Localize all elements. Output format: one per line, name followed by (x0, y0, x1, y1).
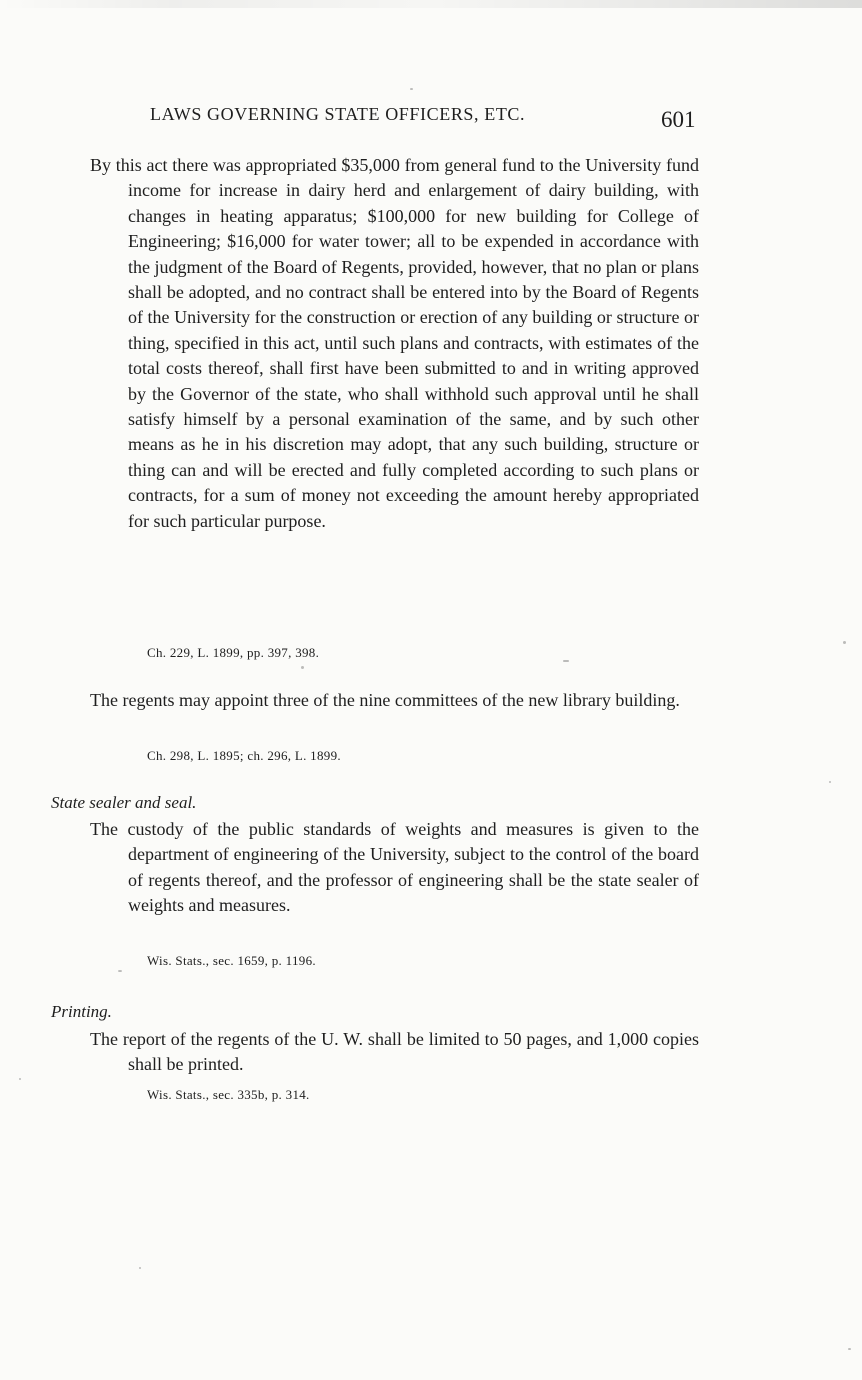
scan-speck (410, 88, 413, 90)
scan-speck (118, 970, 122, 972)
library-committees-paragraph-block (90, 688, 699, 713)
appropriation-paragraph: By this act there was appropriated $35,000 from general fund to the University fund income for increase in dairy herd and enlargement of dairy building, with changes in heating apparatus; $100,000 for new building for College of Engineering; $16,000 for water tower; all to be expended in accordance with the judgment of the Board of Regents, provided, however, that no plan or plans shall be adopted, and no contract shall be entered into by the Board of Regents of the University for the construction or erection of any building or structure or thing, specified in this act, until such plans and contracts, with estimates of the total costs thereof, shall first have been submitted to and in writing approved by the Governor of the state, who shall withhold such approval until he shall satisfy himself by a personal examination of the same, and by such other means as he in his discretion may adopt, that any such building, structure or thing can and will be erected and fully completed according to such plans or contracts, for a sum of money not exceeding the amount hereby appropriated for such particular purpose. (90, 155, 699, 531)
printing-paragraph: The report of the regents of the U. W. shall be limited to 50 pages, and 1,000 copies shall be printed. (90, 1029, 699, 1075)
scan-speck (301, 666, 304, 669)
library-committees-citation: Ch. 298, L. 1895; ch. 296, L. 1899. (147, 748, 341, 763)
appropriation-citation: Ch. 229, L. 1899, pp. 397, 398. (147, 645, 320, 660)
printing-paragraph-block (90, 1027, 699, 1078)
scan-speck (19, 1078, 21, 1080)
scan-speck (563, 660, 569, 662)
state-sealer-paragraph: The custody of the public standards of weights and measures is given to the department of engineering of the University, subject to the control of the board of regents thereof, and the professor of engineering shall be the state sealer of weights and measures. (90, 819, 699, 916)
scan-speck (843, 641, 846, 644)
scan-edge (0, 0, 862, 8)
scan-speck (848, 1348, 851, 1350)
state-sealer-paragraph-block (90, 817, 699, 919)
state-sealer-citation: Wis. Stats., sec. 1659, p. 1196. (147, 953, 316, 968)
library-committees-paragraph: The regents may appoint three of the nine committees of the new library building. (90, 690, 680, 710)
printing-heading: Printing. (51, 1002, 112, 1021)
state-sealer-heading: State sealer and seal. (51, 793, 197, 812)
scan-speck (829, 781, 831, 783)
page-number: 601 (661, 107, 696, 132)
appropriation-paragraph-block (90, 153, 699, 534)
running-head: LAWS GOVERNING STATE OFFICERS, ETC. (150, 104, 526, 124)
scan-speck (139, 1267, 141, 1269)
printing-citation: Wis. Stats., sec. 335b, p. 314. (147, 1087, 310, 1102)
